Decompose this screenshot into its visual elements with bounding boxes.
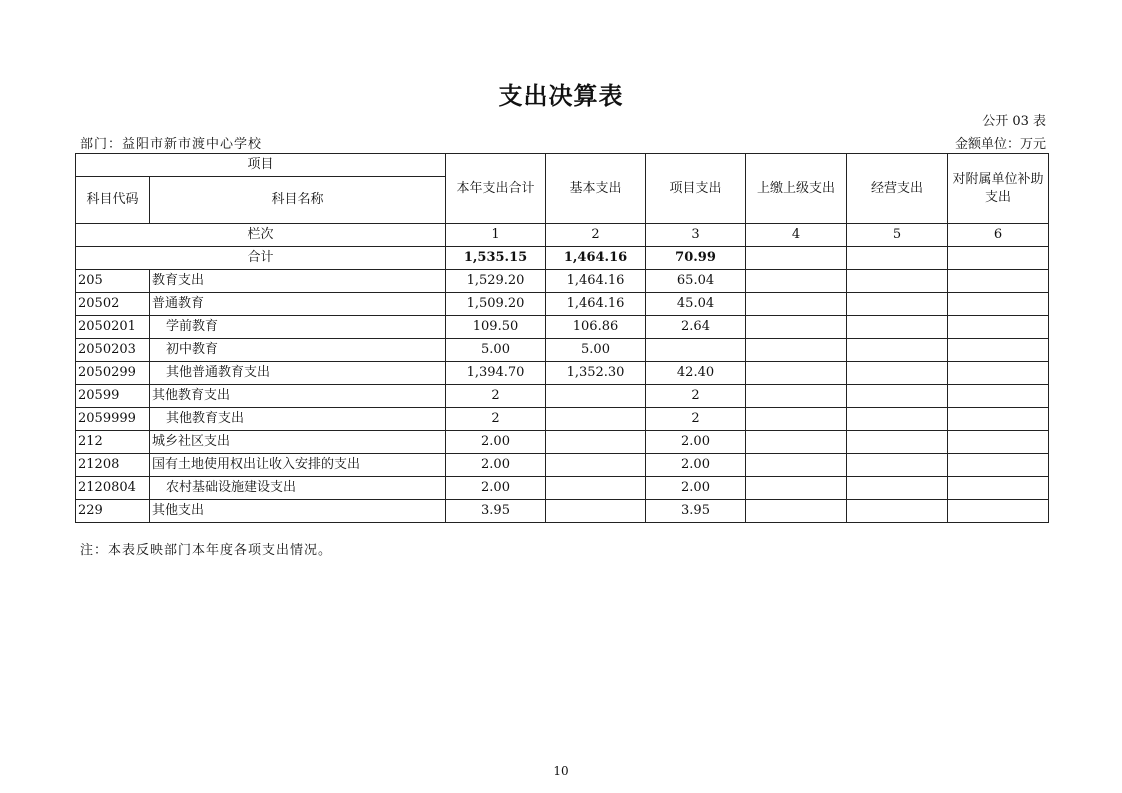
table-row (76, 477, 1049, 500)
column-index: 5 (847, 224, 948, 247)
project-expenditure-cell: 42.40 (646, 362, 746, 385)
subject-name: 初中教育 (150, 339, 446, 362)
column-index: 1 (446, 224, 546, 247)
column-index: 4 (746, 224, 847, 247)
basic-expenditure-cell: 1,464.16 (546, 293, 646, 316)
basic-expenditure-cell: 5.00 (546, 339, 646, 362)
total-value: 70.99 (646, 247, 746, 270)
amount-unit-label: 金额单位：万元 (954, 137, 1046, 152)
subject-code: 205 (76, 270, 150, 293)
table-row (76, 385, 1049, 408)
subject-code: 2120804 (76, 477, 150, 500)
header-item: 项目 (76, 154, 446, 177)
project-expenditure-cell: 2 (646, 385, 746, 408)
table-row (76, 362, 1049, 385)
subject-name: 城乡社区支出 (150, 431, 446, 454)
header-row-top (76, 154, 1049, 177)
subject-name: 农村基础设施建设支出 (150, 477, 446, 500)
subject-code: 229 (76, 500, 150, 523)
subject-code: 2050299 (76, 362, 150, 385)
column-index-row (76, 224, 1049, 247)
table-row (76, 454, 1049, 477)
total-expenditure-cell: 1,394.70 (446, 362, 546, 385)
project-expenditure-cell: 45.04 (646, 293, 746, 316)
total-expenditure-cell: 2.00 (446, 477, 546, 500)
total-expenditure-cell: 2 (446, 385, 546, 408)
column-index: 2 (546, 224, 646, 247)
project-expenditure-cell: 2.00 (646, 477, 746, 500)
column-index: 6 (948, 224, 1049, 247)
basic-expenditure-cell (546, 408, 646, 431)
total-label: 合计 (76, 247, 446, 270)
project-expenditure-cell: 3.95 (646, 500, 746, 523)
header-project-expenditure: 项目支出 (646, 154, 746, 224)
table-row (76, 339, 1049, 362)
department-label: 部门：益阳市新市渡中心学校 (80, 137, 263, 152)
table-row (76, 500, 1049, 523)
table-row (76, 431, 1049, 454)
basic-expenditure-cell (546, 477, 646, 500)
subject-name: 国有土地使用权出让收入安排的支出 (150, 454, 446, 477)
header-total-expenditure: 本年支出合计 (446, 154, 546, 224)
subject-name: 学前教育 (150, 316, 446, 339)
total-expenditure-cell: 1,529.20 (446, 270, 546, 293)
project-expenditure-cell: 65.04 (646, 270, 746, 293)
total-row (76, 247, 1049, 270)
subject-code: 21208 (76, 454, 150, 477)
subject-code: 2059999 (76, 408, 150, 431)
subject-name: 普通教育 (150, 293, 446, 316)
subject-code: 20599 (76, 385, 150, 408)
table-row (76, 270, 1049, 293)
table-row (76, 408, 1049, 431)
header-operating-expenditure: 经营支出 (847, 154, 948, 224)
page-number: 10 (553, 764, 569, 778)
total-expenditure-cell: 2.00 (446, 431, 546, 454)
subject-name: 其他支出 (150, 500, 446, 523)
total-expenditure-cell: 109.50 (446, 316, 546, 339)
page-title: 支出决算表 (498, 82, 624, 110)
subject-code: 2050203 (76, 339, 150, 362)
total-expenditure-cell: 2 (446, 408, 546, 431)
project-expenditure-cell: 2.00 (646, 454, 746, 477)
project-expenditure-cell: 2.00 (646, 431, 746, 454)
table-note: 注：本表反映部门本年度各项支出情况。 (80, 543, 333, 558)
basic-expenditure-cell (546, 431, 646, 454)
basic-expenditure-cell: 1,352.30 (546, 362, 646, 385)
header-subject-name: 科目名称 (150, 177, 446, 224)
total-expenditure-cell: 5.00 (446, 339, 546, 362)
subject-code: 212 (76, 431, 150, 454)
header-basic-expenditure: 基本支出 (546, 154, 646, 224)
basic-expenditure-cell: 1,464.16 (546, 270, 646, 293)
basic-expenditure-cell (546, 385, 646, 408)
subject-name: 其他普通教育支出 (150, 362, 446, 385)
subject-code: 20502 (76, 293, 150, 316)
column-index: 3 (646, 224, 746, 247)
basic-expenditure-cell (546, 500, 646, 523)
project-expenditure-cell (646, 339, 746, 362)
subject-name: 其他教育支出 (150, 385, 446, 408)
project-expenditure-cell: 2.64 (646, 316, 746, 339)
form-number: 公开 03 表 (982, 114, 1046, 129)
total-expenditure-cell: 2.00 (446, 454, 546, 477)
subject-name: 其他教育支出 (150, 408, 446, 431)
total-expenditure-cell: 3.95 (446, 500, 546, 523)
header-subsidy-affiliated: 对附属单位补助支出 (948, 154, 1049, 224)
basic-expenditure-cell: 106.86 (546, 316, 646, 339)
project-expenditure-cell: 2 (646, 408, 746, 431)
table-row (76, 316, 1049, 339)
column-index-label: 栏次 (76, 224, 446, 247)
expenditure-table (75, 153, 1049, 523)
header-subject-code: 科目代码 (76, 177, 150, 224)
subject-name: 教育支出 (150, 270, 446, 293)
total-value: 1,535.15 (446, 247, 546, 270)
header-remit-superior: 上缴上级支出 (746, 154, 847, 224)
total-expenditure-cell: 1,509.20 (446, 293, 546, 316)
basic-expenditure-cell (546, 454, 646, 477)
table-row (76, 293, 1049, 316)
total-value: 1,464.16 (546, 247, 646, 270)
subject-code: 2050201 (76, 316, 150, 339)
